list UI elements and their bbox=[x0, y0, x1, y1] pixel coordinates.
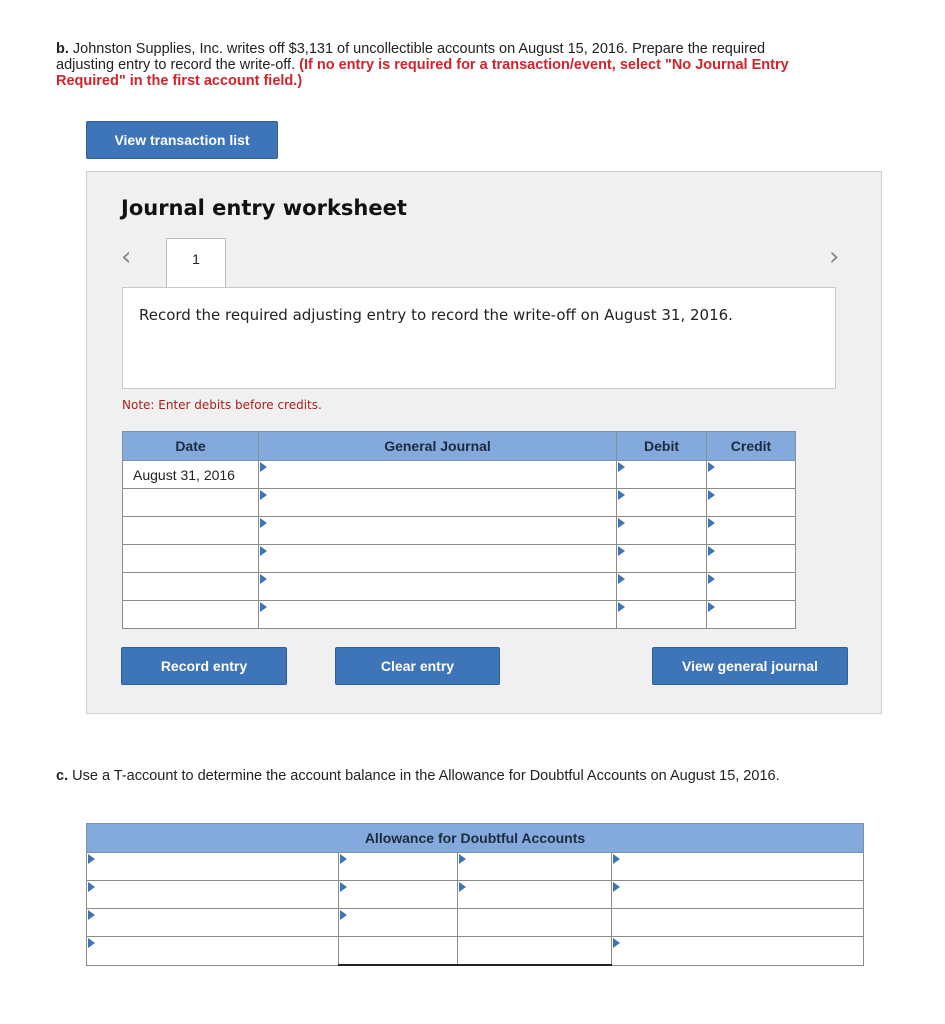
debit-cell[interactable] bbox=[617, 601, 707, 629]
account-cell[interactable] bbox=[259, 545, 617, 573]
date-header: Date bbox=[123, 432, 259, 461]
record-entry-button[interactable]: Record entry bbox=[121, 647, 287, 685]
table-row bbox=[87, 853, 864, 881]
balance-debit-cell[interactable] bbox=[339, 937, 458, 966]
table-row bbox=[123, 601, 796, 629]
account-cell[interactable] bbox=[259, 573, 617, 601]
credit-cell[interactable] bbox=[707, 461, 796, 489]
date-cell[interactable] bbox=[123, 601, 259, 629]
t-account-title: Allowance for Doubtful Accounts bbox=[87, 824, 864, 853]
credit-cell[interactable] bbox=[707, 545, 796, 573]
date-cell[interactable] bbox=[123, 545, 259, 573]
debit-label-cell[interactable] bbox=[87, 909, 339, 937]
dropdown-marker-icon bbox=[340, 854, 347, 864]
dropdown-marker-icon bbox=[708, 462, 715, 472]
view-general-journal-button[interactable]: View general journal bbox=[652, 647, 848, 685]
general-journal-table bbox=[122, 431, 796, 629]
table-row bbox=[123, 461, 796, 489]
date-cell[interactable] bbox=[123, 517, 259, 545]
dropdown-marker-icon bbox=[88, 938, 95, 948]
dropdown-marker-icon bbox=[613, 882, 620, 892]
question-c bbox=[56, 768, 816, 784]
worksheet-title: Journal entry worksheet bbox=[121, 196, 407, 220]
date-cell[interactable]: August 31, 2016 bbox=[123, 461, 259, 489]
debit-cell[interactable] bbox=[617, 545, 707, 573]
debit-amount-cell[interactable] bbox=[339, 853, 458, 881]
account-cell[interactable] bbox=[259, 601, 617, 629]
t-account-table bbox=[86, 823, 864, 966]
account-cell[interactable] bbox=[259, 517, 617, 545]
dropdown-marker-icon bbox=[708, 546, 715, 556]
table-row bbox=[123, 573, 796, 601]
dropdown-marker-icon bbox=[88, 882, 95, 892]
date-cell[interactable] bbox=[123, 489, 259, 517]
dropdown-marker-icon bbox=[708, 490, 715, 500]
dropdown-marker-icon bbox=[459, 882, 466, 892]
balance-credit-label-cell[interactable] bbox=[612, 937, 864, 966]
dropdown-marker-icon bbox=[708, 602, 715, 612]
view-transaction-list-button[interactable]: View transaction list bbox=[86, 121, 278, 159]
question-c-text: Use a T-account to determine the account balance in the Allowance for Doubtful Accounts on August 15, 2016. bbox=[72, 768, 780, 784]
tab-entry-1-label: 1 bbox=[192, 251, 200, 267]
debit-cell[interactable] bbox=[617, 461, 707, 489]
balance-credit-cell[interactable] bbox=[458, 937, 612, 966]
dropdown-marker-icon bbox=[260, 490, 267, 500]
credit-header: Credit bbox=[707, 432, 796, 461]
credit-label-cell[interactable] bbox=[612, 881, 864, 909]
dropdown-marker-icon bbox=[618, 602, 625, 612]
debit-header: Debit bbox=[617, 432, 707, 461]
clear-entry-button[interactable]: Clear entry bbox=[335, 647, 500, 685]
journal-entry-worksheet bbox=[86, 171, 882, 714]
debit-amount-cell[interactable] bbox=[339, 909, 458, 937]
instruction-text: Record the required adjusting entry to record the write-off on August 31, 2016. bbox=[139, 306, 733, 324]
credit-amount-cell[interactable] bbox=[458, 853, 612, 881]
date-cell[interactable] bbox=[123, 573, 259, 601]
credit-label-cell[interactable] bbox=[612, 853, 864, 881]
dropdown-marker-icon bbox=[618, 546, 625, 556]
dropdown-marker-icon bbox=[340, 882, 347, 892]
dropdown-marker-icon bbox=[260, 518, 267, 528]
question-c-letter: c. bbox=[56, 768, 69, 784]
table-row bbox=[87, 881, 864, 909]
balance-label-cell[interactable] bbox=[87, 937, 339, 966]
table-row bbox=[87, 937, 864, 966]
dropdown-marker-icon bbox=[340, 910, 347, 920]
credit-cell[interactable] bbox=[707, 573, 796, 601]
question-b-letter: b. bbox=[56, 41, 69, 57]
previous-arrow-icon[interactable]: ‹ bbox=[121, 242, 132, 272]
debit-amount-cell[interactable] bbox=[339, 881, 458, 909]
dropdown-marker-icon bbox=[88, 854, 95, 864]
debit-label-cell[interactable] bbox=[87, 853, 339, 881]
dropdown-marker-icon bbox=[618, 462, 625, 472]
dropdown-marker-icon bbox=[260, 546, 267, 556]
dropdown-marker-icon bbox=[618, 518, 625, 528]
question-b-instruction: (If no entry is required for a transaction/event, select "No Journal Entry Required" in the first account field.) bbox=[56, 57, 789, 89]
credit-amount-cell[interactable] bbox=[458, 909, 612, 937]
dropdown-marker-icon bbox=[708, 574, 715, 584]
credit-amount-cell[interactable] bbox=[458, 881, 612, 909]
credit-cell[interactable] bbox=[707, 517, 796, 545]
tab-entry-1[interactable] bbox=[166, 238, 226, 288]
dropdown-marker-icon bbox=[260, 462, 267, 472]
table-row bbox=[87, 909, 864, 937]
debit-cell[interactable] bbox=[617, 489, 707, 517]
general-journal-header: General Journal bbox=[259, 432, 617, 461]
table-row bbox=[123, 517, 796, 545]
dropdown-marker-icon bbox=[618, 574, 625, 584]
debit-label-cell[interactable] bbox=[87, 881, 339, 909]
dropdown-marker-icon bbox=[260, 602, 267, 612]
instruction-box bbox=[122, 287, 836, 389]
dropdown-marker-icon bbox=[613, 938, 620, 948]
credit-cell[interactable] bbox=[707, 489, 796, 517]
question-b bbox=[56, 41, 816, 89]
dropdown-marker-icon bbox=[618, 490, 625, 500]
dropdown-marker-icon bbox=[88, 910, 95, 920]
dropdown-marker-icon bbox=[260, 574, 267, 584]
note-text: Note: Enter debits before credits. bbox=[122, 398, 322, 412]
dropdown-marker-icon bbox=[459, 854, 466, 864]
credit-label-cell[interactable] bbox=[612, 909, 864, 937]
dropdown-marker-icon bbox=[613, 854, 620, 864]
next-arrow-icon[interactable]: › bbox=[829, 242, 840, 272]
table-row bbox=[123, 545, 796, 573]
table-row bbox=[123, 489, 796, 517]
debit-cell[interactable] bbox=[617, 573, 707, 601]
account-cell[interactable] bbox=[259, 489, 617, 517]
dropdown-marker-icon bbox=[708, 518, 715, 528]
credit-cell[interactable] bbox=[707, 601, 796, 629]
question-b-text: Johnston Supplies, Inc. writes off $3,131 of uncollectible accounts on August 15, 2016. Prepare the required adjusting entry to record the write-off. bbox=[56, 41, 766, 73]
debit-cell[interactable] bbox=[617, 517, 707, 545]
account-cell[interactable] bbox=[259, 461, 617, 489]
